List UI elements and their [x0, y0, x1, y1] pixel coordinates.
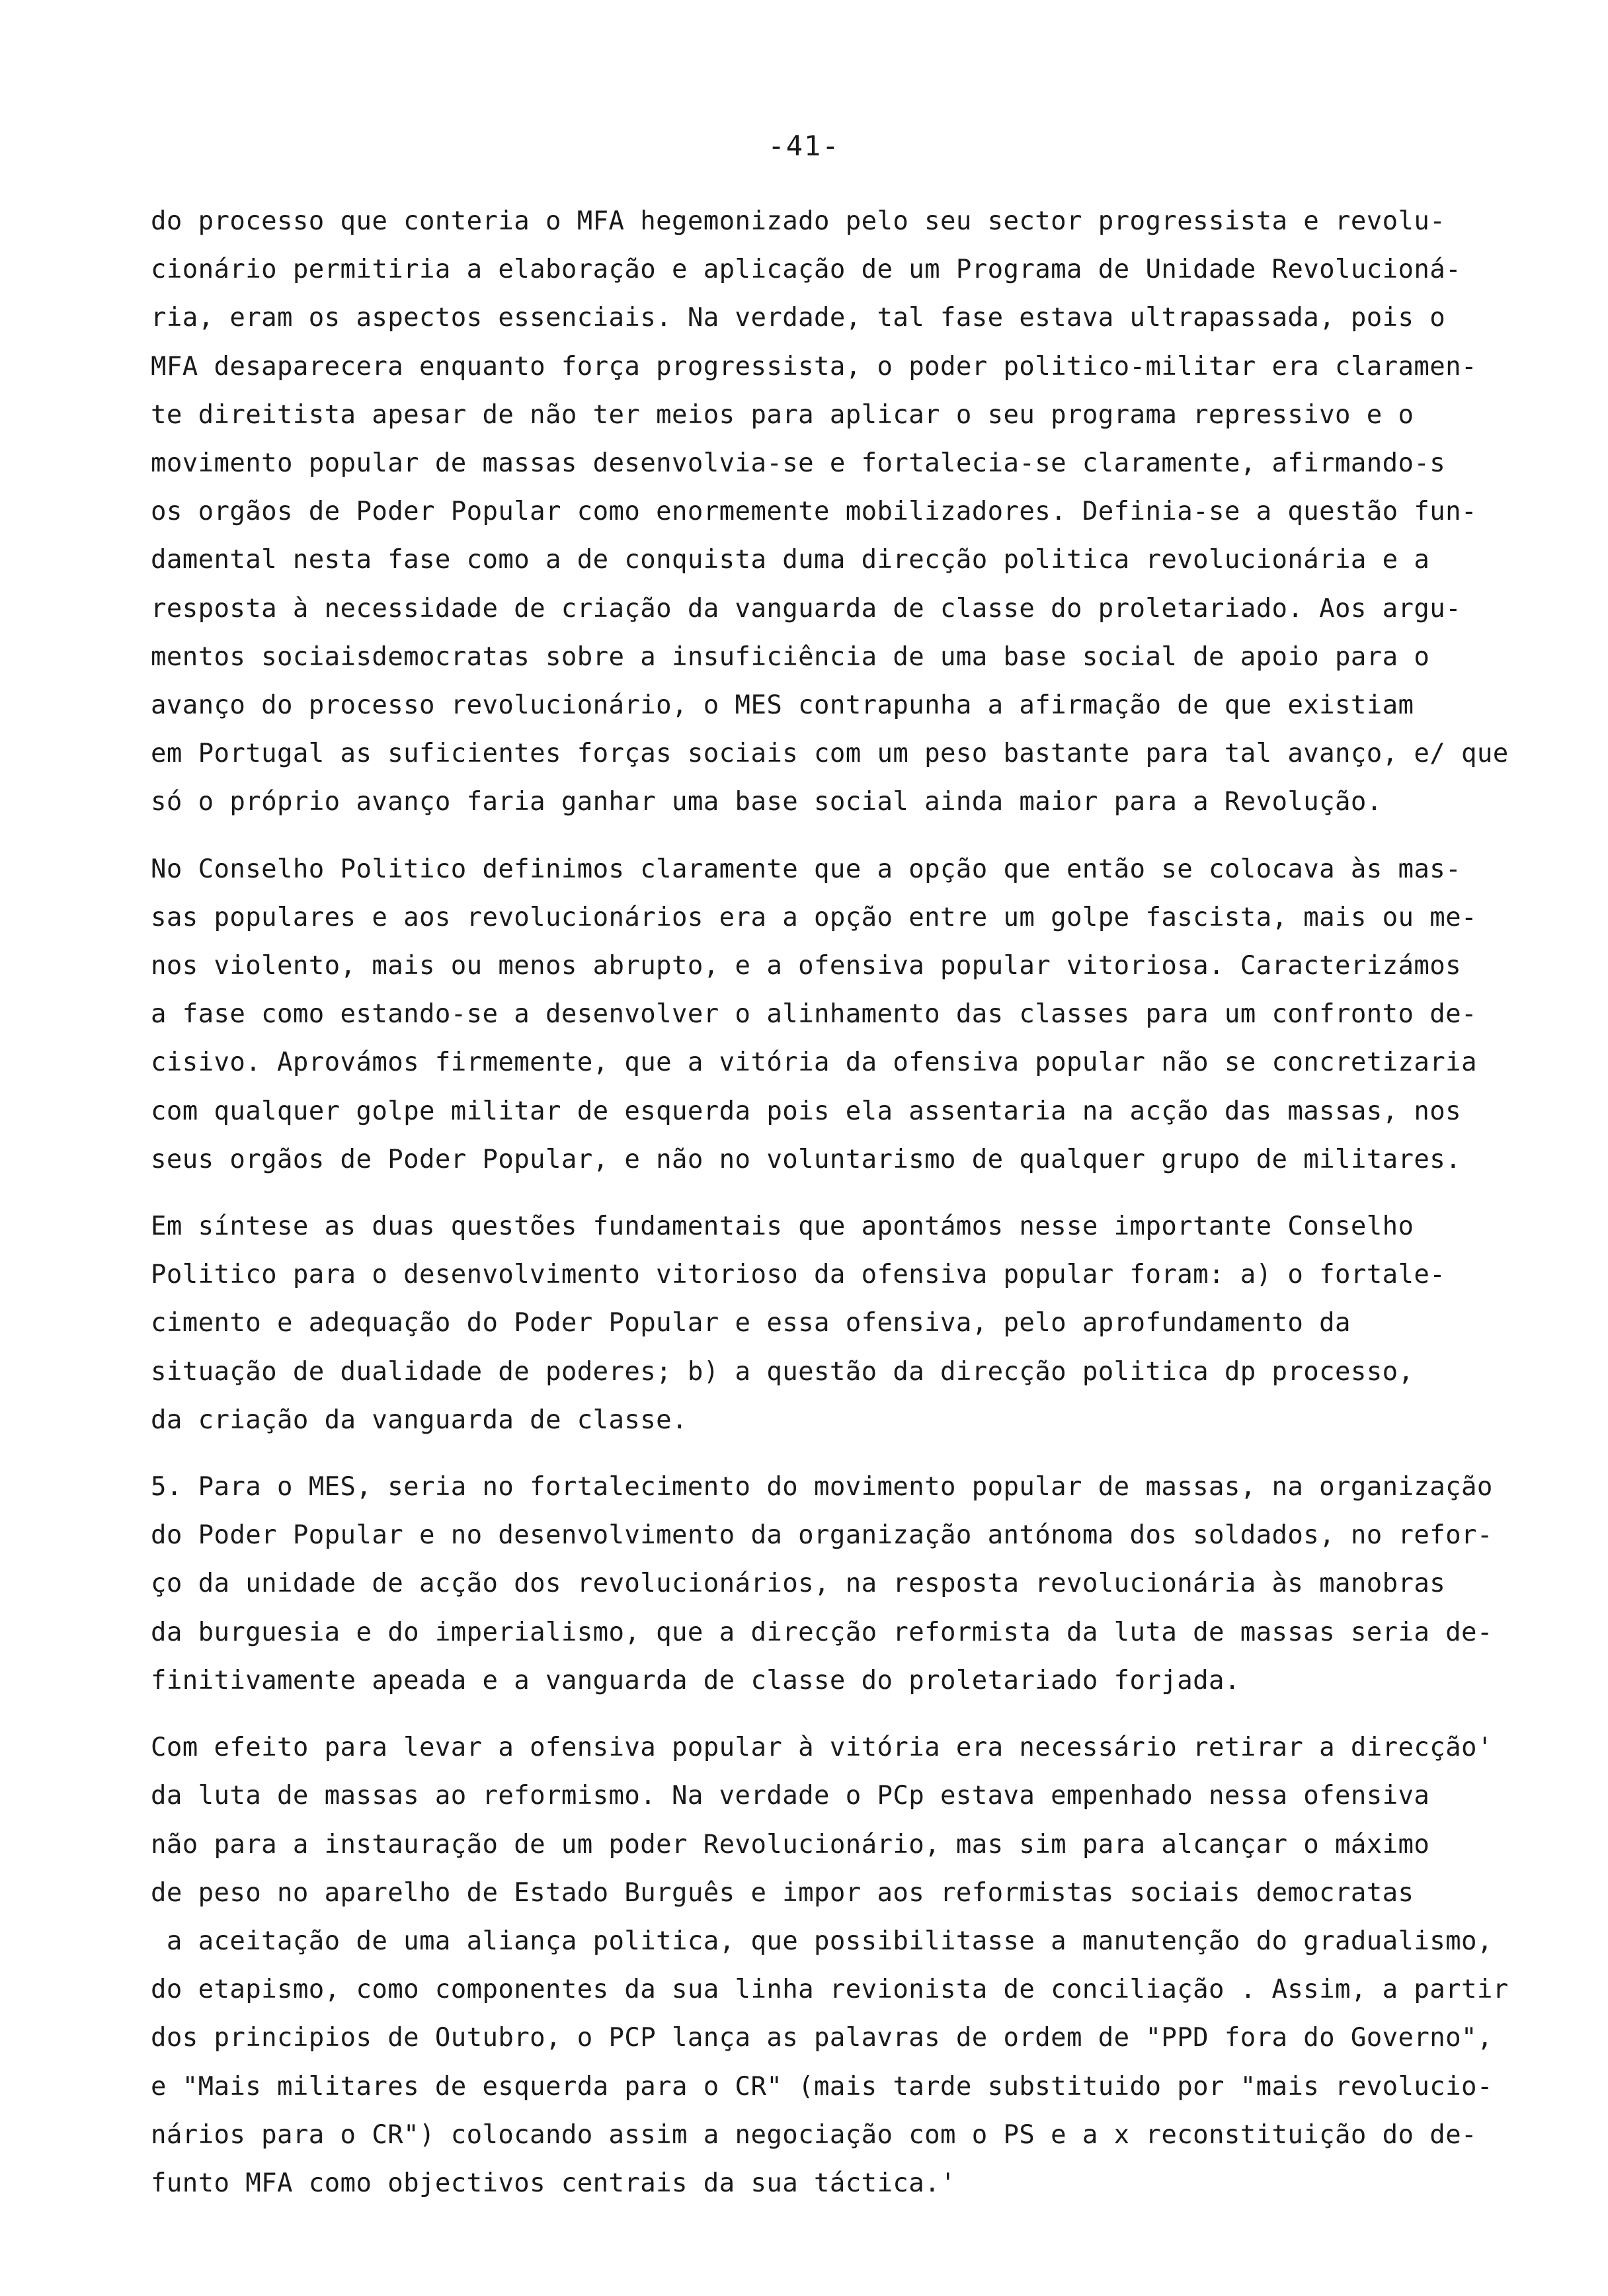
text-line: damental nesta fase como a de conquista duma direcção politica revolucionária e a [151, 545, 1430, 575]
paragraph [151, 845, 1559, 1184]
text-line: finitivamente apeada e a vanguarda de classe do proletariado forjada. [151, 1665, 1240, 1696]
text-line: te direitista apesar de não ter meios para aplicar o seu programa repressivo e o [151, 399, 1414, 430]
text-line: 5. Para o MES, seria no fortalecimento do movimento popular de massas, na organização [151, 1472, 1493, 1502]
text-line: a aceitação de uma aliança politica, que possibilitasse a manutenção do gradualismo, [151, 1926, 1493, 1956]
text-line: avanço do processo revolucionário, o MES contrapunha a afirmação de que existiam [151, 690, 1414, 721]
text-line: MFA desaparecera enquanto força progressista, o poder politico-militar era claramen- [151, 351, 1477, 382]
text-line: cisivo. Aprovámos firmemente, que a vitória da ofensiva popular não se concretizaria [151, 1047, 1477, 1078]
text-line: com qualquer golpe militar de esquerda pois ela assentaria na acção das massas, nos [151, 1096, 1462, 1126]
text-line: ço da unidade de acção dos revolucionários, na resposta revolucionária às manobras [151, 1569, 1446, 1599]
text-line: situação de dualidade de poderes; b) a questão da direcção politica dp processo, [151, 1356, 1414, 1387]
text-line: do Poder Popular e no desenvolvimento da organização antónoma dos soldados, no refor- [151, 1520, 1493, 1551]
text-line: os orgãos de Poder Popular como enormemente mobilizadores. Definia-se a questão fun- [151, 497, 1477, 527]
text-line: dos principios de Outubro, o PCP lança as palavras de ordem de "PPD fora do Governo", [151, 2023, 1493, 2053]
text-line: cimento e adequação do Poder Popular e essa ofensiva, pelo aprofundamento da [151, 1308, 1351, 1338]
text-line: seus orgãos de Poder Popular, e não no voluntarismo de qualquer grupo de militares. [151, 1144, 1462, 1174]
text-line: cionário permitiria a elaboração e aplicação de um Programa de Unidade Revolucioná- [151, 255, 1462, 285]
text-line: nos violento, mais ou menos abrupto, e a ofensiva popular vitoriosa. Caracterizámos [151, 951, 1462, 981]
text-line: Com efeito para levar a ofensiva popular à vitória era necessário retirar a direcção' [151, 1733, 1493, 1763]
document-body [151, 197, 1559, 2226]
paragraph [151, 1202, 1559, 1444]
text-line: da criação da vanguarda de classe. [151, 1405, 688, 1435]
text-line: a fase como estando-se a desenvolver o alinhamento das classes para um confronto de- [151, 999, 1477, 1030]
text-line: do processo que conteria o MFA hegemonizado pelo seu sector progressista e revolu- [151, 206, 1446, 236]
text-line: de peso no aparelho de Estado Burguês e impor aos reformistas sociais democratas [151, 1877, 1414, 1908]
text-line: funto MFA como objectivos centrais da sua táctica.' [151, 2168, 956, 2198]
text-line: nários para o CR") colocando assim a negociação com o PS e a x reconstituição do de- [151, 2119, 1477, 2150]
text-line: movimento popular de massas desenvolvia-se e fortalecia-se claramente, afirmando-s [151, 448, 1446, 479]
text-line: da luta de massas ao reformismo. Na verdade o PCp estava empenhado nessa ofensiva [151, 1781, 1430, 1811]
text-line: Politico para o desenvolvimento vitorioso da ofensiva popular foram: a) o fortale- [151, 1260, 1446, 1290]
text-line: resposta à necessidade de criação da vanguarda de classe do proletariado. Aos argu- [151, 593, 1462, 624]
text-line: Em síntese as duas questões fundamentais que apontámos nesse importante Conselho [151, 1211, 1414, 1242]
paragraph [151, 1463, 1559, 1705]
text-line: sas populares e aos revolucionários era a opção entre um golpe fascista, mais ou me- [151, 902, 1477, 932]
text-line: não para a instauração de um poder Revolucionário, mas sim para alcançar o máximo [151, 1829, 1430, 1860]
text-line: do etapismo, como componentes da sua linha revionista de conciliação . Assim, a partir [151, 1975, 1509, 2005]
paragraph [151, 1723, 1559, 2207]
text-line: mentos sociaisdemocratas sobre a insuficiência de uma base social de apoio para o [151, 641, 1430, 672]
text-line: só o próprio avanço faria ganhar uma base social ainda maior para a Revolução. [151, 787, 1383, 817]
page-number: -41- [768, 130, 840, 162]
text-line: em Portugal as suficientes forças sociais com um peso bastante para tal avanço, e/ que [151, 739, 1509, 769]
text-line: e "Mais militares de esquerda para o CR" (mais tarde substituido por "mais revolucio- [151, 2071, 1493, 2102]
text-line: No Conselho Politico definimos claramente que a opção que então se colocava às mas- [151, 854, 1462, 884]
paragraph [151, 197, 1559, 827]
text-line: ria, eram os aspectos essenciais. Na verdade, tal fase estava ultrapassada, pois o [151, 303, 1446, 333]
text-line: da burguesia e do imperialismo, que a direcção reformista da luta de massas seria de- [151, 1617, 1493, 1647]
